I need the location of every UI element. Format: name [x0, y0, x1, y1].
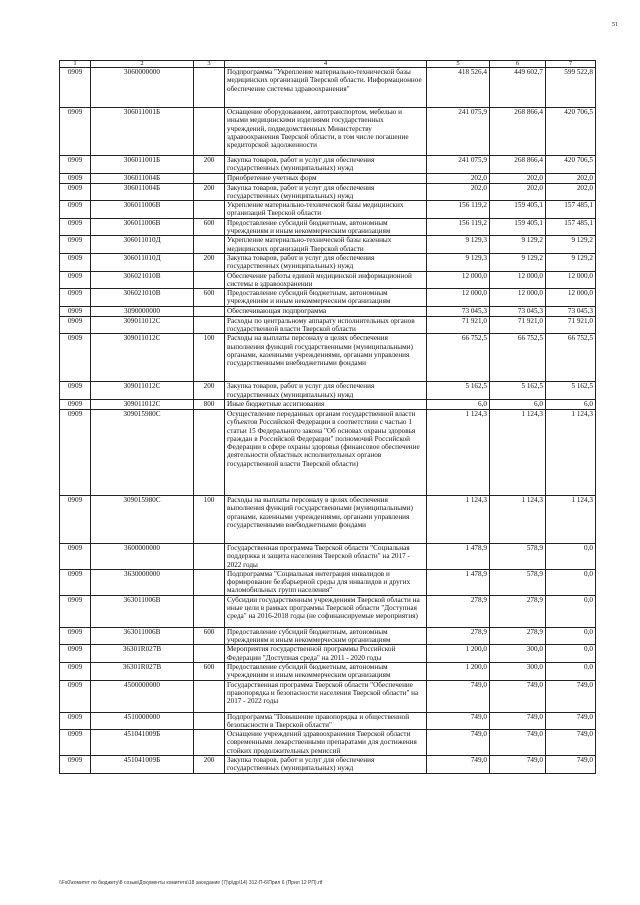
amount-year3-cell: 749,0	[546, 755, 596, 773]
section-code-cell: 0909	[60, 68, 91, 108]
amount-year1-cell: 1 200,0	[427, 662, 490, 680]
description-cell: Расходы на выплаты персоналу в целях обеспечения выполнения функций государственными (муниципальными) органами, казенными учреждениями, органами управления государственными внебюджетными фондами	[225, 495, 427, 543]
amount-year2-cell: 300,0	[490, 645, 546, 663]
amount-year2-cell: 12 000,0	[490, 271, 546, 289]
amount-year3-cell: 420 706,5	[546, 108, 596, 156]
table-row	[60, 306, 596, 316]
target-article-cell: 36301R027В	[91, 645, 194, 663]
description-cell: Иные бюджетные ассигнования	[225, 399, 427, 409]
description-cell: Подпрограмма "Социальная интеграция инвалидов и формирование безбарьерной среды для инвалидов и других маломобильных групп населения"	[225, 569, 427, 595]
amount-year3-cell: 71 921,0	[546, 316, 596, 334]
amount-year3-cell: 0,0	[546, 627, 596, 645]
target-article-cell: 451041009Б	[91, 730, 194, 756]
amount-year2-cell: 578,9	[490, 569, 546, 595]
target-article-cell: 4510000000	[91, 712, 194, 730]
section-code-cell: 0909	[60, 569, 91, 595]
expense-type-cell: 600	[194, 662, 225, 680]
expense-type-cell: 600	[194, 218, 225, 236]
amount-year1-cell: 749,0	[427, 755, 490, 773]
amount-year2-cell: 66 752,5	[490, 334, 546, 382]
table-row	[60, 569, 596, 595]
section-code-cell: 0909	[60, 495, 91, 543]
description-cell: Оснащение учреждений здравоохранения Тверской области современными лекарственными препаратами для достижения стойких продолжительных ремиссий	[225, 730, 427, 756]
amount-year2-cell: 749,0	[490, 712, 546, 730]
amount-year1-cell: 1 478,9	[427, 543, 490, 569]
table-row	[60, 236, 596, 254]
amount-year3-cell: 1 124,3	[546, 409, 596, 495]
section-code-cell: 0909	[60, 306, 91, 316]
amount-year2-cell: 300,0	[490, 662, 546, 680]
amount-year2-cell: 749,0	[490, 755, 546, 773]
amount-year3-cell: 157 485,1	[546, 218, 596, 236]
amount-year3-cell: 73 045,3	[546, 306, 596, 316]
expense-type-cell: 200	[194, 755, 225, 773]
amount-year3-cell: 9 129,2	[546, 236, 596, 254]
amount-year2-cell: 268 866,4	[490, 108, 546, 156]
description-cell: Предоставление субсидий бюджетным, автономным учреждениям и иным некоммерческим организациям	[225, 662, 427, 680]
section-code-cell: 0909	[60, 680, 91, 712]
amount-year3-cell: 6,0	[546, 399, 596, 409]
table-row	[60, 218, 596, 236]
description-cell: Закупка товаров, работ и услуг для обеспечения государственных (муниципальных) нужд	[225, 253, 427, 271]
budget-table	[59, 60, 596, 774]
target-article-cell: 306011010Д	[91, 236, 194, 254]
expense-type-cell	[194, 173, 225, 183]
target-article-cell: 3600000000	[91, 543, 194, 569]
target-article-cell: 3090000000	[91, 306, 194, 316]
table-row	[60, 627, 596, 645]
table-row	[60, 271, 596, 289]
expense-type-cell	[194, 595, 225, 627]
amount-year1-cell: 71 921,0	[427, 316, 490, 334]
target-article-cell: 306011006В	[91, 201, 194, 219]
description-cell: Закупка товаров, работ и услуг для обеспечения государственных (муниципальных) нужд	[225, 382, 427, 400]
amount-year1-cell: 1 200,0	[427, 645, 490, 663]
table-row	[60, 662, 596, 680]
table-row	[60, 201, 596, 219]
section-code-cell: 0909	[60, 334, 91, 382]
section-code-cell: 0909	[60, 645, 91, 663]
description-cell: Оснащение оборудованием, автотранспортом, мебелью и иными медицинскими изделиями государственных учреждений, подведомственных Министерству здравоохранения Тверской области, в том числе погашение кредиторской задолженности	[225, 108, 427, 156]
target-article-cell: 309015980С	[91, 495, 194, 543]
amount-year2-cell: 12 000,0	[490, 289, 546, 307]
amount-year3-cell: 749,0	[546, 730, 596, 756]
amount-year1-cell: 66 752,5	[427, 334, 490, 382]
amount-year3-cell: 749,0	[546, 712, 596, 730]
table-row	[60, 68, 596, 108]
description-cell: Расходы на выплаты персоналу в целях обеспечения выполнения функций государственными (муниципальными) органами, казенными учреждениями, органами управления государственными внебюджетными фондами	[225, 334, 427, 382]
amount-year1-cell: 1 478,9	[427, 569, 490, 595]
table-row	[60, 382, 596, 400]
table-row	[60, 645, 596, 663]
expense-type-cell	[194, 306, 225, 316]
table-row	[60, 334, 596, 382]
amount-year1-cell: 202,0	[427, 183, 490, 201]
description-cell: Закупка товаров, работ и услуг для обеспечения государственных (муниципальных) нужд	[225, 755, 427, 773]
section-code-cell: 0909	[60, 218, 91, 236]
amount-year2-cell: 278,9	[490, 595, 546, 627]
amount-year3-cell: 0,0	[546, 569, 596, 595]
section-code-cell: 0909	[60, 399, 91, 409]
target-article-cell: 306011006В	[91, 218, 194, 236]
amount-year1-cell: 278,9	[427, 595, 490, 627]
expense-type-cell: 200	[194, 183, 225, 201]
table-row	[60, 253, 596, 271]
description-cell: Обеспечивающая подпрограмма	[225, 306, 427, 316]
expense-type-cell	[194, 645, 225, 663]
amount-year3-cell: 157 485,1	[546, 201, 596, 219]
table-row	[60, 173, 596, 183]
section-code-cell: 0909	[60, 627, 91, 645]
target-article-cell: 451041009Б	[91, 755, 194, 773]
amount-year3-cell: 0,0	[546, 543, 596, 569]
amount-year1-cell: 278,9	[427, 627, 490, 645]
amount-year2-cell: 1 124,3	[490, 495, 546, 543]
amount-year1-cell: 73 045,3	[427, 306, 490, 316]
column-header: 7	[546, 61, 596, 68]
file-path-footer: \\Fs0\комитет по бюджету\8 созыв\Документы комитета\18 заседание (7)\p\др\14) 312-П-6\Прил 6 (Прил 12 РП).rtf	[59, 880, 323, 886]
target-article-cell: 309011012С	[91, 316, 194, 334]
target-article-cell: 306011004Б	[91, 173, 194, 183]
expense-type-cell	[194, 409, 225, 495]
amount-year1-cell: 9 129,3	[427, 253, 490, 271]
description-cell: Мероприятия государственной программы Российской Федерации "Доступная среда" на 2011 - 2020 годы	[225, 645, 427, 663]
amount-year1-cell: 241 075,9	[427, 156, 490, 174]
description-cell: Расходы по центральному аппарату исполнительных органов государственной власти Тверской области	[225, 316, 427, 334]
description-cell: Укрепление материально-технической базы медицинских организаций Тверской области	[225, 201, 427, 219]
amount-year1-cell: 5 162,5	[427, 382, 490, 400]
table-row	[60, 543, 596, 569]
amount-year3-cell: 202,0	[546, 173, 596, 183]
table-row	[60, 399, 596, 409]
amount-year3-cell: 66 752,5	[546, 334, 596, 382]
amount-year1-cell: 241 075,9	[427, 108, 490, 156]
column-header: 5	[427, 61, 490, 68]
target-article-cell: 309011012С	[91, 399, 194, 409]
section-code-cell: 0909	[60, 289, 91, 307]
amount-year2-cell: 159 405,1	[490, 201, 546, 219]
section-code-cell: 0909	[60, 662, 91, 680]
column-header: 4	[225, 61, 427, 68]
section-code-cell: 0909	[60, 156, 91, 174]
section-code-cell: 0909	[60, 253, 91, 271]
amount-year2-cell: 1 124,3	[490, 409, 546, 495]
expense-type-cell: 600	[194, 289, 225, 307]
target-article-cell: 3060000000	[91, 68, 194, 108]
amount-year1-cell: 156 119,2	[427, 201, 490, 219]
amount-year1-cell: 1 124,3	[427, 495, 490, 543]
target-article-cell: 4500000000	[91, 680, 194, 712]
section-code-cell: 0909	[60, 543, 91, 569]
table-row	[60, 156, 596, 174]
description-cell: Предоставление субсидий бюджетным, автономным учреждениям и иным некоммерческим организациям	[225, 289, 427, 307]
description-cell: Укрепление материально-технической базы казенных медицинских организаций Тверской области	[225, 236, 427, 254]
amount-year2-cell: 578,9	[490, 543, 546, 569]
target-article-cell: 363011006В	[91, 627, 194, 645]
amount-year1-cell: 749,0	[427, 680, 490, 712]
section-code-cell: 0909	[60, 271, 91, 289]
expense-type-cell	[194, 271, 225, 289]
amount-year3-cell: 12 000,0	[546, 289, 596, 307]
amount-year2-cell: 6,0	[490, 399, 546, 409]
target-article-cell: 309015980С	[91, 409, 194, 495]
amount-year2-cell: 9 129,2	[490, 236, 546, 254]
description-cell: Государственная программа Тверской области "Социальная поддержка и защита населения Тверской области" на 2017 - 2022 годы	[225, 543, 427, 569]
expense-type-cell	[194, 730, 225, 756]
table-row	[60, 108, 596, 156]
amount-year1-cell: 6,0	[427, 399, 490, 409]
expense-type-cell: 200	[194, 253, 225, 271]
expense-type-cell: 100	[194, 334, 225, 382]
description-cell: Субсидии государственным учреждениям Тверской области на иные цели в рамках программы Тверской области "Доступная среда" на 2016-2018 годы (не софинансируемые мероприятия)	[225, 595, 427, 627]
table-row	[60, 495, 596, 543]
section-code-cell: 0909	[60, 173, 91, 183]
target-article-cell: 306011010Д	[91, 253, 194, 271]
description-cell: Приобретение учетных форм	[225, 173, 427, 183]
amount-year3-cell: 12 000,0	[546, 271, 596, 289]
section-code-cell: 0909	[60, 108, 91, 156]
amount-year1-cell: 749,0	[427, 730, 490, 756]
amount-year1-cell: 12 000,0	[427, 271, 490, 289]
expense-type-cell	[194, 543, 225, 569]
page-number: 51	[612, 22, 618, 28]
amount-year2-cell: 278,9	[490, 627, 546, 645]
expense-type-cell: 600	[194, 627, 225, 645]
table-row	[60, 409, 596, 495]
amount-year2-cell: 449 602,7	[490, 68, 546, 108]
description-cell: Осуществление переданных органам государственной власти субъектов Российской Федерации в соответствии с частью 1 статьи 15 Федерального закона "Об основах охраны здоровья граждан в Российской Федерации" полномочий Российской Федерации в сфере охраны здоровья (финансовое обеспечение деятельности областных исполнительных органов государственной власти Тверской области)	[225, 409, 427, 495]
amount-year2-cell: 73 045,3	[490, 306, 546, 316]
description-cell: Подпрограмма "Повышение правопорядка и общественной безопасности в Тверской области"	[225, 712, 427, 730]
amount-year3-cell: 599 522,8	[546, 68, 596, 108]
amount-year2-cell: 9 129,2	[490, 253, 546, 271]
amount-year2-cell: 202,0	[490, 183, 546, 201]
section-code-cell: 0909	[60, 316, 91, 334]
amount-year2-cell: 5 162,5	[490, 382, 546, 400]
amount-year3-cell: 0,0	[546, 662, 596, 680]
amount-year2-cell: 749,0	[490, 730, 546, 756]
expense-type-cell	[194, 68, 225, 108]
target-article-cell: 309011012С	[91, 382, 194, 400]
amount-year3-cell: 202,0	[546, 183, 596, 201]
table-header-row	[60, 61, 596, 68]
section-code-cell: 0909	[60, 236, 91, 254]
column-header: 6	[490, 61, 546, 68]
expense-type-cell	[194, 236, 225, 254]
amount-year3-cell: 749,0	[546, 680, 596, 712]
target-article-cell: 306011004Б	[91, 183, 194, 201]
expense-type-cell: 200	[194, 382, 225, 400]
amount-year3-cell: 420 706,5	[546, 156, 596, 174]
section-code-cell: 0909	[60, 595, 91, 627]
amount-year1-cell: 1 124,3	[427, 409, 490, 495]
table-row	[60, 289, 596, 307]
amount-year3-cell: 5 162,5	[546, 382, 596, 400]
target-article-cell: 309011012С	[91, 334, 194, 382]
section-code-cell: 0909	[60, 712, 91, 730]
section-code-cell: 0909	[60, 183, 91, 201]
amount-year3-cell: 1 124,3	[546, 495, 596, 543]
amount-year1-cell: 156 119,2	[427, 218, 490, 236]
table-row	[60, 730, 596, 756]
table-row	[60, 595, 596, 627]
section-code-cell: 0909	[60, 755, 91, 773]
target-article-cell: 306021010В	[91, 289, 194, 307]
target-article-cell: 3630000000	[91, 569, 194, 595]
target-article-cell: 306011001Б	[91, 108, 194, 156]
target-article-cell: 306011001Б	[91, 156, 194, 174]
expense-type-cell	[194, 569, 225, 595]
amount-year1-cell: 749,0	[427, 712, 490, 730]
description-cell: Закупка товаров, работ и услуг для обеспечения государственных (муниципальных) нужд	[225, 156, 427, 174]
section-code-cell: 0909	[60, 201, 91, 219]
target-article-cell: 36301R027В	[91, 662, 194, 680]
description-cell: Предоставление субсидий бюджетным, автономным учреждениям и иным некоммерческим организациям	[225, 627, 427, 645]
expense-type-cell: 200	[194, 156, 225, 174]
section-code-cell: 0909	[60, 382, 91, 400]
section-code-cell: 0909	[60, 409, 91, 495]
amount-year3-cell: 0,0	[546, 595, 596, 627]
amount-year2-cell: 71 921,0	[490, 316, 546, 334]
target-article-cell: 363011006В	[91, 595, 194, 627]
expense-type-cell	[194, 680, 225, 712]
amount-year3-cell: 9 129,2	[546, 253, 596, 271]
description-cell: Предоставление субсидий бюджетным, автономным учреждениям и иным некоммерческим организациям	[225, 218, 427, 236]
amount-year1-cell: 418 526,4	[427, 68, 490, 108]
expense-type-cell	[194, 201, 225, 219]
amount-year1-cell: 9 129,3	[427, 236, 490, 254]
description-cell: Государственная программа Тверской области "Обеспечение правопорядка и безопасности населения Тверской области" на 2017 - 2022 годы	[225, 680, 427, 712]
description-cell: Подпрограмма "Укрепление материально-технической базы медицинских организаций Тверской области. Информационное обеспечение системы здравоохранения"	[225, 68, 427, 108]
table-row	[60, 183, 596, 201]
amount-year2-cell: 202,0	[490, 173, 546, 183]
section-code-cell: 0909	[60, 730, 91, 756]
table-row	[60, 712, 596, 730]
expense-type-cell: 800	[194, 399, 225, 409]
amount-year1-cell: 202,0	[427, 173, 490, 183]
amount-year2-cell: 159 405,1	[490, 218, 546, 236]
column-header: 3	[194, 61, 225, 68]
table-row	[60, 680, 596, 712]
column-header: 1	[60, 61, 91, 68]
table-row	[60, 755, 596, 773]
description-cell: Закупка товаров, работ и услуг для обеспечения государственных (муниципальных) нужд	[225, 183, 427, 201]
table-row	[60, 316, 596, 334]
description-cell: Обеспечение работы единой медицинской информационной системы в здравоохранении	[225, 271, 427, 289]
amount-year2-cell: 268 866,4	[490, 156, 546, 174]
amount-year3-cell: 0,0	[546, 645, 596, 663]
amount-year2-cell: 749,0	[490, 680, 546, 712]
column-header: 2	[91, 61, 194, 68]
expense-type-cell	[194, 712, 225, 730]
target-article-cell: 306021010В	[91, 271, 194, 289]
expense-type-cell: 100	[194, 495, 225, 543]
amount-year1-cell: 12 000,0	[427, 289, 490, 307]
expense-type-cell	[194, 316, 225, 334]
expense-type-cell	[194, 108, 225, 156]
